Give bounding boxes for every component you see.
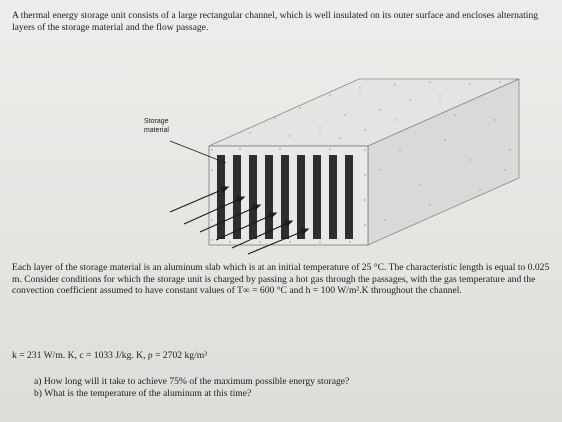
- storage-slab: [265, 155, 273, 239]
- problem-intro: A thermal energy storage unit consists of a large rectangular channel, which is well insulated on its outer surface and encloses alternating layers of the storage material and the flow passage.: [12, 10, 539, 33]
- storage-slab: [297, 155, 305, 239]
- question-a: a) How long will it take to achieve 75% of the maximum possible energy storage?: [34, 376, 350, 387]
- problem-description: Each layer of the storage material is an aluminum slab which is at an initial temperature of 25 °C. The characteristic length is equal to 0.025 m. Consider conditions for which the storage unit is charged by passing a hot gas through the passages, with the gas temperature and the convection coefficient assumed to have constant values of T∞ = 600 °C and h = 100 W/m².K throughout the channel.: [12, 262, 550, 297]
- question-b: b) What is the temperature of the aluminum at this time?: [34, 388, 252, 399]
- storage-slab: [217, 155, 225, 239]
- storage-material-label: Storage: [144, 118, 169, 125]
- storage-slab: [345, 155, 353, 239]
- material-properties: k = 231 W/m. K, c = 1033 J/kg. K, ρ = 2702 kg/m³: [12, 350, 208, 361]
- storage-slab: [329, 155, 337, 239]
- storage-slab: [281, 155, 289, 239]
- storage-slab: [249, 155, 257, 239]
- storage-material-label-line2: material: [144, 127, 169, 134]
- question-list: [34, 376, 534, 400]
- storage-slab: [313, 155, 321, 239]
